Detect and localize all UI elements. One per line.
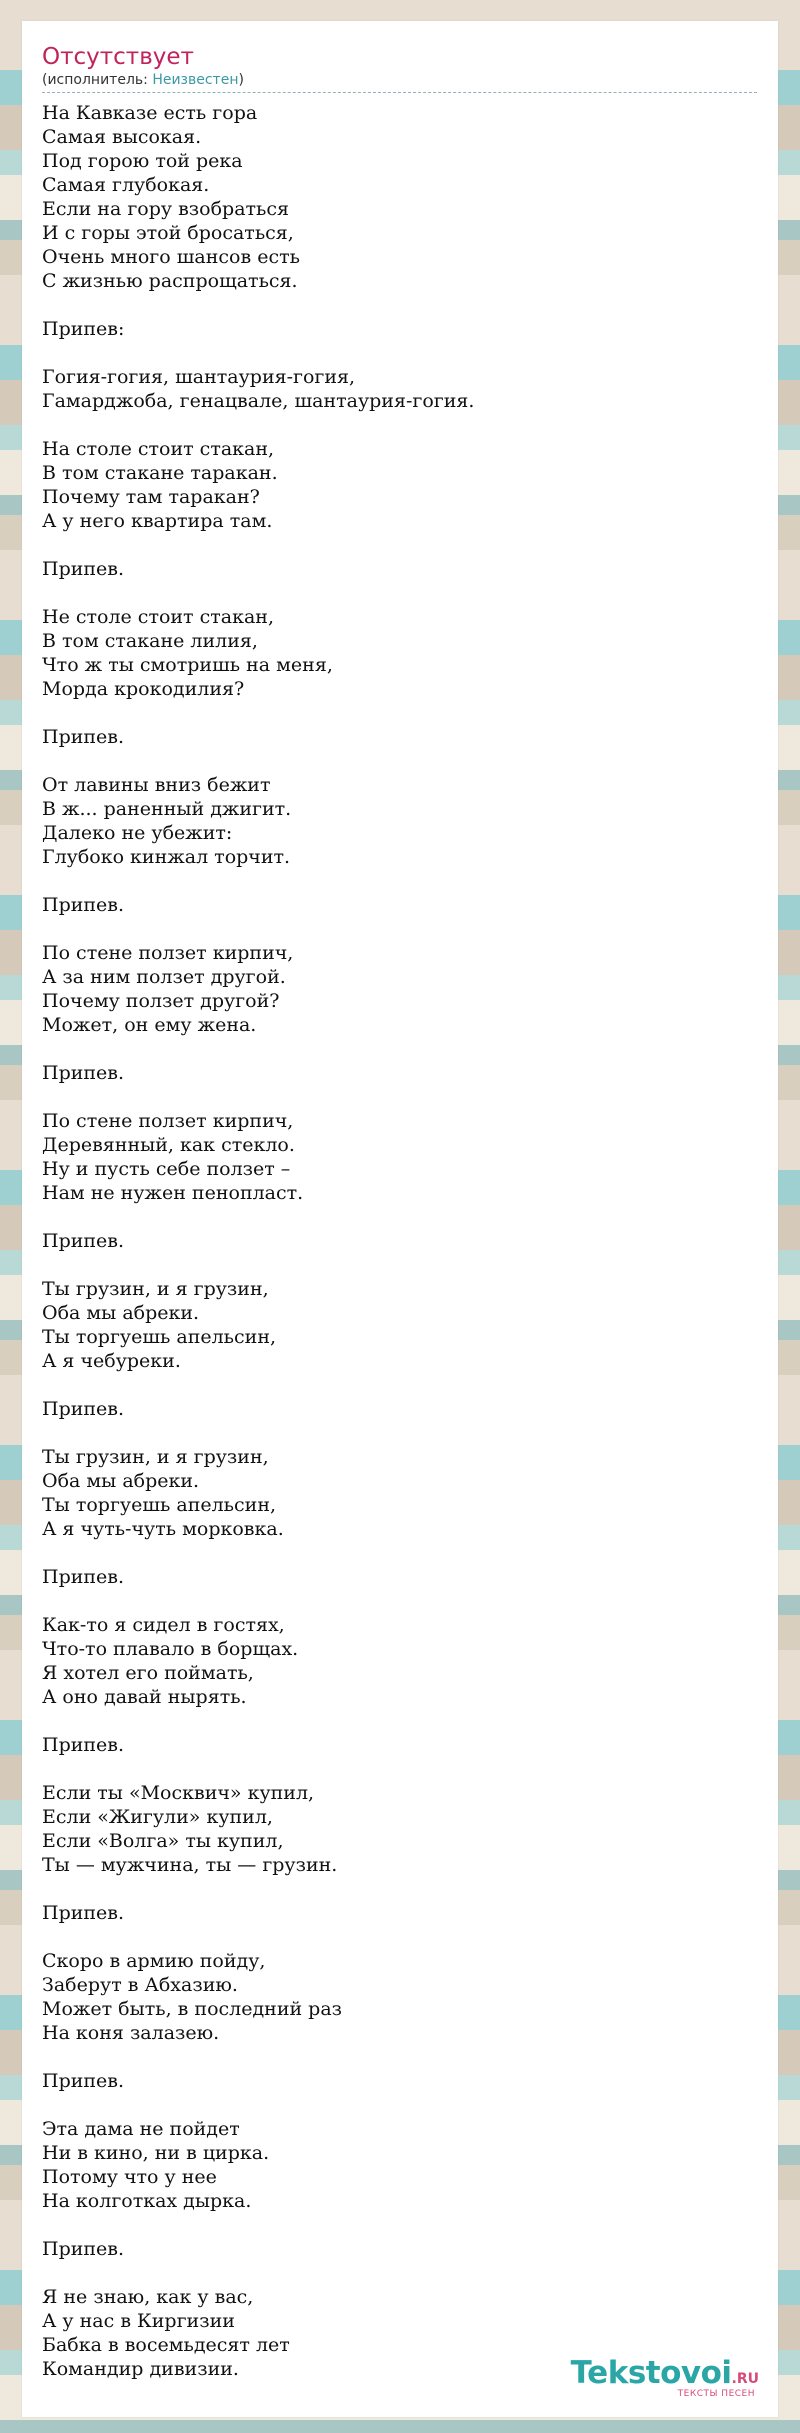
artist-prefix: (исполнитель:: [42, 72, 153, 88]
logo-tld: .RU: [731, 2371, 759, 2387]
logo-wordmark: [571, 2357, 759, 2389]
tekstovoi-logo[interactable]: [571, 2357, 759, 2399]
artist-line: [42, 70, 757, 93]
song-title: Отсутствует: [42, 44, 194, 70]
logo-tagline: ТЕКСТЫ ПЕСЕН: [677, 2389, 755, 2399]
artist-link[interactable]: Неизвестен: [152, 72, 239, 88]
artist-suffix: ): [238, 72, 244, 88]
logo-main-text: Tekstovoi: [570, 2355, 732, 2391]
lyrics-card: [22, 21, 778, 2417]
lyrics-text: На Кавказе есть гора Самая высокая. Под горою той река Самая глубокая. Если на гору взобраться И с горы этой бросаться, Очень много шансов есть С жизнью распрощаться. Припев: Гогия-гогия, шантаурия-гогия, Гамарджоба, генацвале, шантаурия-гогия. На столе стоит стакан, В том стакане таракан. Почему там таракан? А у него квартира там. Припев. Не столе стоит стакан, В том стакане лилия, Что ж ты смотришь на меня, Морда крокодилия? Припев. От лавины вниз бежит В ж... раненный джигит. Далеко не убежит: Глубоко кинжал торчит. Припев. По стене ползет кирпич, А за ним ползет другой. Почему ползет другой? Может, он ему жена. Припев. По стене ползет кирпич, Деревянный, как стекло. Ну и пусть себе ползет – Нам не нужен пенопласт. Припев. Ты грузин, и я грузин, Оба мы абреки. Ты торгуешь апельсин, А я чебуреки. Припев. Ты грузин, и я грузин, Оба мы абреки. Ты торгуешь апельсин, А я чуть-чуть морковка. Припев. Как-то я сидел в гостях, Что-то плавало в борщах. Я хотел его поймать, А оно давай нырять. Припев. Если ты «Москвич» купил, Если «Жигули» купил, Если «Волга» ты купил, Ты — мужчина, ты — грузин. Припев. Скоро в армию пойду, Заберут в Абхазию. Может быть, в последний раз На коня залазею. Припев. Эта дама не пойдет Ни в кино, ни в цирка. Потому что у нее На колготках дырка. Припев. Я не знаю, как у вас, А у нас в Киргизии Бабка в восемьдесят лет Командир дивизии.: [42, 102, 475, 2380]
